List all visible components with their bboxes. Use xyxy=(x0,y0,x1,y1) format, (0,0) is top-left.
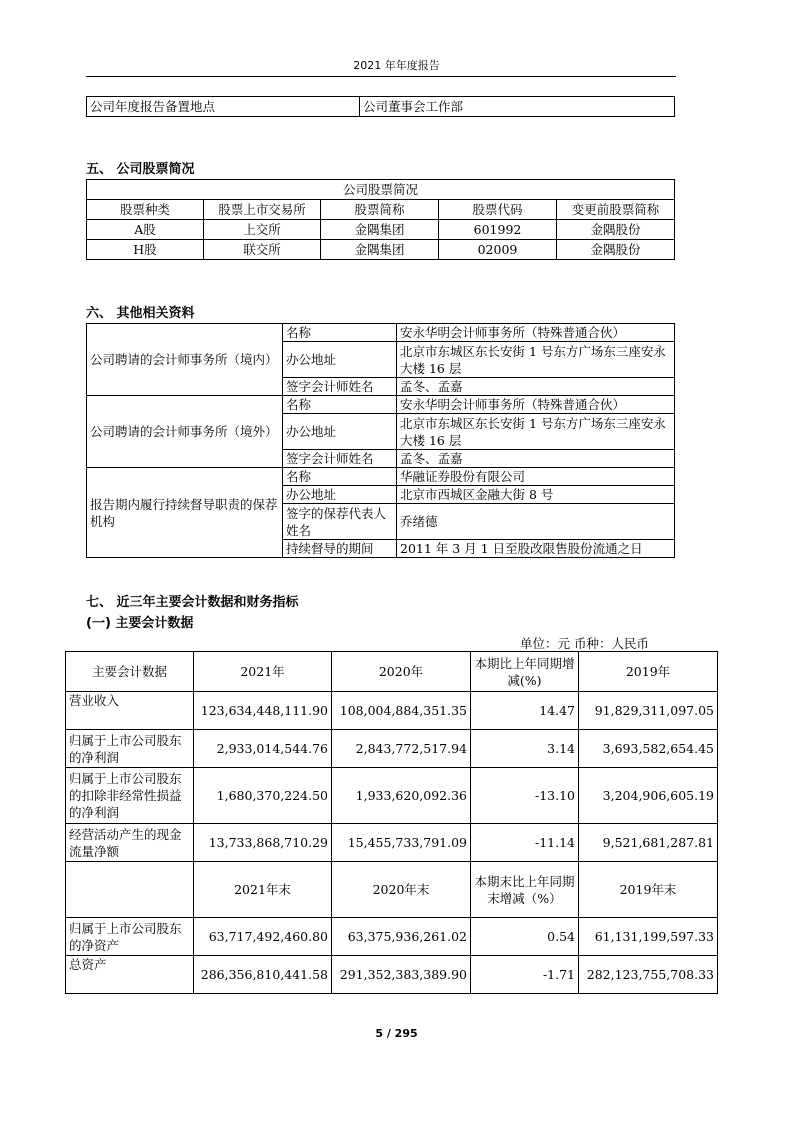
info-value: 安永华明会计师事务所（特殊普通合伙） xyxy=(397,324,675,342)
info-key: 签字的保荐代表人姓名 xyxy=(283,504,397,540)
acct-cell: 282,123,755,708.33 xyxy=(579,956,718,994)
info-value: 乔绪德 xyxy=(397,504,675,540)
info-key: 名称 xyxy=(283,396,397,414)
stock-cell: 联交所 xyxy=(204,240,321,260)
section5-title: 五、 公司股票简况 xyxy=(86,162,195,177)
stock-cell: 金隅股份 xyxy=(557,220,675,240)
info-key: 办公地址 xyxy=(283,414,397,450)
section7-title: 七、 近三年主要会计数据和财务指标 xyxy=(86,595,299,610)
acct-row-label: 归属于上市公司股东的扣除非经常性损益的净利润 xyxy=(66,768,194,824)
info-value: 2011 年 3 月 1 日至股改限售股份流通之日 xyxy=(397,540,675,558)
acct-col-header: 本期比上年同期增减(%) xyxy=(471,652,579,692)
acct-cell: 291,352,383,389.90 xyxy=(332,956,471,994)
stock-cell: 601992 xyxy=(439,220,557,240)
acct-cell: 2,933,014,544.76 xyxy=(194,730,332,768)
report-header-title: 2021 年年度报告 xyxy=(353,59,440,72)
info-key: 办公地址 xyxy=(283,486,397,504)
stock-col-header: 股票上市交易所 xyxy=(204,200,321,220)
acct-cell: -1.71 xyxy=(471,956,579,994)
info-value: 孟冬、孟嘉 xyxy=(397,450,675,468)
acct-cell: 91,829,311,097.05 xyxy=(579,692,718,730)
acct-cell: 3,204,906,605.19 xyxy=(579,768,718,824)
other-info-table xyxy=(86,323,675,558)
acct-cell: 61,131,199,597.33 xyxy=(579,918,718,956)
info-key: 签字会计师姓名 xyxy=(283,378,397,396)
page-number: 5 / 295 xyxy=(375,1027,418,1040)
stock-cell: 金隅集团 xyxy=(321,240,439,260)
table-row xyxy=(66,730,718,768)
table-row xyxy=(66,956,718,994)
acct-cell: 3.14 xyxy=(471,730,579,768)
info-value: 孟冬、孟嘉 xyxy=(397,378,675,396)
acct-col-header: 2019年末 xyxy=(579,862,718,918)
acct-cell: 2,843,772,517.94 xyxy=(332,730,471,768)
acct-cell: 15,455,733,791.09 xyxy=(332,824,471,862)
auditor-overseas-label: 公司聘请的会计师事务所（境外） xyxy=(87,396,283,468)
sponsor-label: 报告期内履行持续督导职责的保荐机构 xyxy=(87,468,283,558)
acct-cell: 63,717,492,460.80 xyxy=(194,918,332,956)
table-row xyxy=(66,768,718,824)
acct-col-header: 2020年末 xyxy=(332,862,471,918)
table-row xyxy=(87,220,675,240)
acct-cell: -11.14 xyxy=(471,824,579,862)
acct-cell: 3,693,582,654.45 xyxy=(579,730,718,768)
acct-col-header: 2020年 xyxy=(332,652,471,692)
table-row xyxy=(66,918,718,956)
stock-cell: H股 xyxy=(87,240,204,260)
table-row xyxy=(66,824,718,862)
acct-cell: 1,933,620,092.36 xyxy=(332,768,471,824)
acct-cell: 14.47 xyxy=(471,692,579,730)
auditor-domestic-label: 公司聘请的会计师事务所（境内） xyxy=(87,324,283,396)
acct-cell: 1,680,370,224.50 xyxy=(194,768,332,824)
acct-row-label: 归属于上市公司股东的净利润 xyxy=(66,730,194,768)
stock-col-header: 股票种类 xyxy=(87,200,204,220)
acct-row-label: 归属于上市公司股东的净资产 xyxy=(66,918,194,956)
table-row xyxy=(87,240,675,260)
section7-subtitle: (一) 主要会计数据 xyxy=(86,616,194,631)
acct-cell: 123,634,448,111.90 xyxy=(194,692,332,730)
archive-location-value: 公司董事会工作部 xyxy=(360,97,675,117)
table-row xyxy=(66,692,718,730)
info-value: 北京市东城区东长安街 1 号东方广场东三座安永大楼 16 层 xyxy=(397,414,675,450)
info-key: 名称 xyxy=(283,468,397,486)
info-value: 安永华明会计师事务所（特殊普通合伙） xyxy=(397,396,675,414)
info-value: 北京市东城区东长安街 1 号东方广场东三座安永大楼 16 层 xyxy=(397,342,675,378)
info-value: 华融证券股份有限公司 xyxy=(397,468,675,486)
stock-cell: 02009 xyxy=(439,240,557,260)
stock-col-header: 股票简称 xyxy=(321,200,439,220)
acct-cell: 9,521,681,287.81 xyxy=(579,824,718,862)
info-key: 持续督导的期间 xyxy=(283,540,397,558)
acct-col-header: 2019年 xyxy=(579,652,718,692)
info-key: 签字会计师姓名 xyxy=(283,450,397,468)
unit-currency-line: 单位：元 币种：人民币 xyxy=(520,636,649,651)
stock-cell: 金隅集团 xyxy=(321,220,439,240)
acct-row-label: 营业收入 xyxy=(66,692,194,730)
header-divider xyxy=(86,76,676,77)
acct-cell: 13,733,868,710.29 xyxy=(194,824,332,862)
accounting-data-table xyxy=(65,651,718,994)
acct-col-header: 2021年 xyxy=(194,652,332,692)
acct-col-header: 2021年末 xyxy=(194,862,332,918)
stock-table-caption: 公司股票简况 xyxy=(87,180,675,200)
archive-location-label: 公司年度报告备置地点 xyxy=(87,97,360,117)
acct-col-header: 本期末比上年同期末增减（%） xyxy=(471,862,579,918)
acct-row-label: 总资产 xyxy=(66,956,194,994)
acct-col-header: 主要会计数据 xyxy=(66,652,194,692)
acct-cell: -13.10 xyxy=(471,768,579,824)
stock-col-header: 变更前股票简称 xyxy=(557,200,675,220)
acct-cell: 63,375,936,261.02 xyxy=(332,918,471,956)
acct-col-header xyxy=(66,862,194,918)
info-key: 办公地址 xyxy=(283,342,397,378)
acct-cell: 0.54 xyxy=(471,918,579,956)
stock-cell: 上交所 xyxy=(204,220,321,240)
acct-cell: 286,356,810,441.58 xyxy=(194,956,332,994)
stock-info-table xyxy=(86,179,675,260)
acct-cell: 108,004,884,351.35 xyxy=(332,692,471,730)
stock-cell: 金隅股份 xyxy=(557,240,675,260)
stock-cell: A股 xyxy=(87,220,204,240)
section6-title: 六、 其他相关资料 xyxy=(86,306,195,321)
info-key: 名称 xyxy=(283,324,397,342)
acct-row-label: 经营活动产生的现金流量净额 xyxy=(66,824,194,862)
stock-col-header: 股票代码 xyxy=(439,200,557,220)
info-value: 北京市西城区金融大街 8 号 xyxy=(397,486,675,504)
archive-location-table xyxy=(86,96,675,117)
